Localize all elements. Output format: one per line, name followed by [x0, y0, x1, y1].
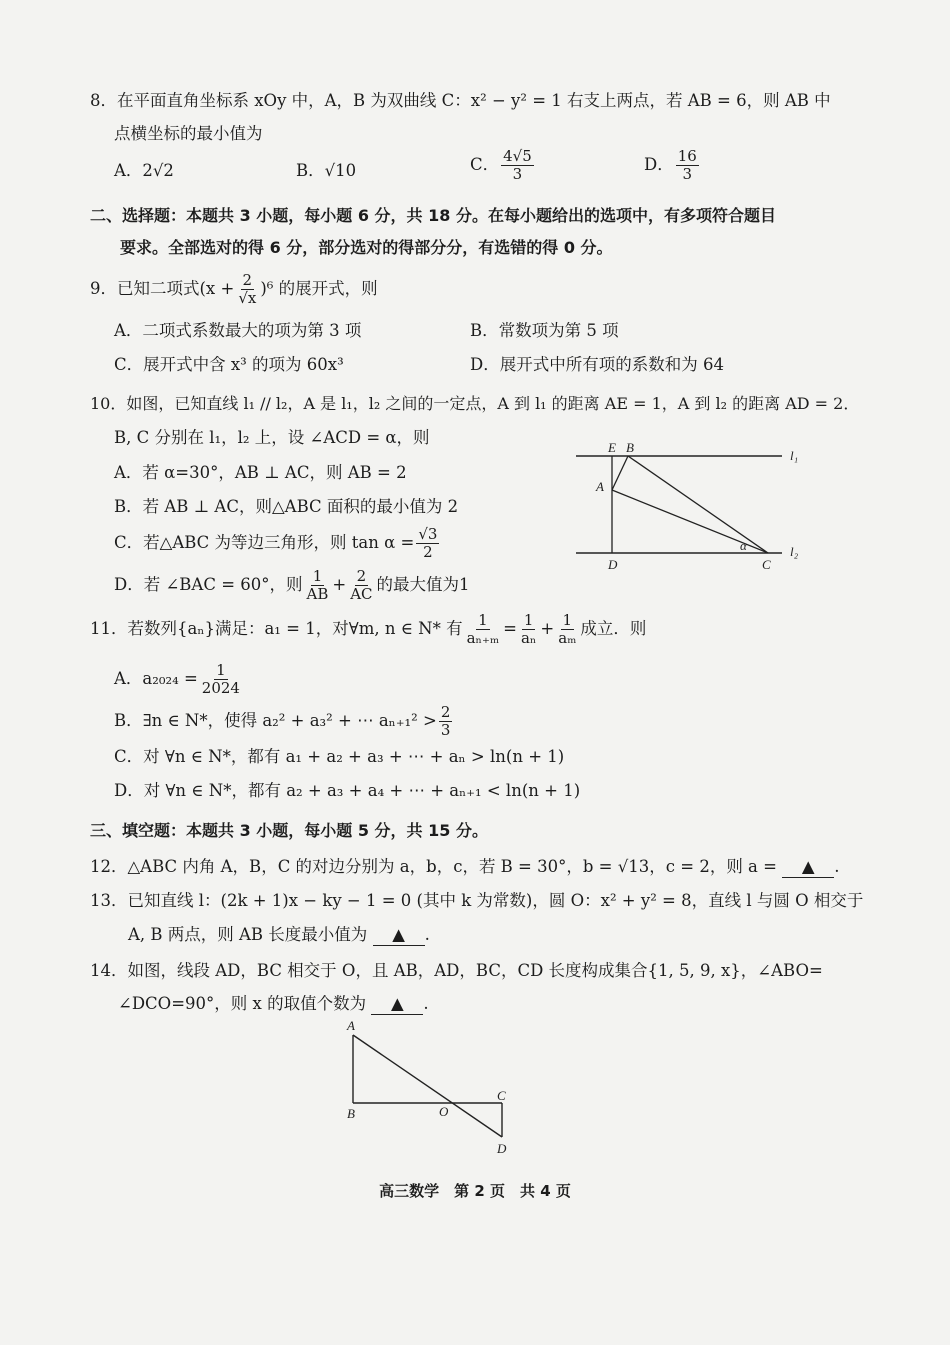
q13-line2: A, B 两点，则 AB 长度最小值为 ▲ . [128, 925, 430, 944]
q14-line1: 14．如图，线段 AD，BC 相交于 O，且 AB，AD，BC，CD 长度构成集合{1, 5, 9, x}，∠ABO= [90, 961, 823, 980]
q13-answer-blank[interactable]: ▲ [373, 925, 425, 946]
q9-option-c: C．展开式中含 x³ 的项为 60x³ [114, 355, 344, 374]
label-alpha: α [740, 538, 747, 553]
page-footer: 高三数学 第 2 页 共 4 页 [379, 1182, 571, 1200]
q11-option-d: D．对 ∀n ∈ N*，都有 a₂ + a₃ + a₄ + ⋯ + aₙ₊₁ < ln(n + 1) [114, 781, 581, 800]
section2-line1: 二、选择题：本题共 3 小题，每小题 6 分，共 18 分。在每小题给出的选项中，有多项符合题目 [90, 206, 776, 225]
section3-title: 三、填空题：本题共 3 小题，每小题 5 分，共 15 分。 [90, 821, 488, 840]
q9-option-b: B．常数项为第 5 项 [470, 321, 619, 340]
label-l2: l₂ [790, 544, 799, 559]
q11-option-a: A．a₂₀₂₄ = $\frac{1}{2024}$ [114, 661, 240, 697]
label-e: E [608, 440, 616, 455]
label-c: C [497, 1088, 506, 1103]
q10-option-d: D．若 ∠BAC = 60°，则 $\frac{1}{AB}$ + $\frac{2}{AC}$ 的最大值为1 [114, 567, 470, 603]
q8-option-c [470, 148, 536, 183]
q10-line1: 10．如图，已知直线 l₁ // l₂，A 是 l₁，l₂ 之间的一定点，A 到 l₁ 的距离 AE = 1，A 到 l₂ 的距离 AD = 2． [90, 394, 860, 413]
q11-option-b: B．∃n ∈ N*，使得 a₂² + a₃² + ⋯ aₙ₊₁² > $\frac{2}{3}$ [114, 703, 451, 739]
q14-answer-blank[interactable]: ▲ [371, 994, 423, 1015]
label-a: A [347, 1018, 355, 1033]
label-b: B [626, 440, 634, 455]
q10-option-c: C．若△ABC 为等边三角形，则 tan α = $\frac{√3}{2}$ [114, 525, 438, 561]
q10-figure [570, 438, 810, 574]
q10-option-b: B．若 AB ⊥ AC，则△ABC 面积的最小值为 2 [114, 497, 459, 516]
q10-line2: B, C 分别在 l₁，l₂ 上，设 ∠ACD = α，则 [114, 428, 430, 447]
q8-c-label: C． [470, 155, 500, 174]
q12-line: 12．△ABC 内角 A，B，C 的对边分别为 a，b，c，若 B = 30°，b = √13，c = 2，则 a = ▲ . [90, 857, 840, 876]
section2-line2: 要求。全部选对的得 6 分，部分选对的得部分分，有选错的得 0 分。 [120, 238, 613, 257]
q9-stem: 9．已知二项式(x + $\frac{2}{√x}$ )⁶ 的展开式，则 [90, 271, 378, 307]
label-l1: l₁ [790, 448, 799, 463]
q14-line2: ∠DCO=90°，则 x 的取值个数为 ▲ . [118, 994, 429, 1013]
q11-stem: 11．若数列{aₙ}满足：a₁ = 1，对∀m, n ∈ N* 有 $\frac{1}{\text{aₙ₊ₘ}}$ = $\frac{1}{\text{aₙ}}$ + $\frac{1}{\text{aₘ}}$ 成立．则 [90, 611, 647, 647]
label-d: D [608, 557, 618, 572]
q13-line1: 13．已知直线 l：(2k + 1)x − ky − 1 = 0 (其中 k 为常数)，圆 O：x² + y² = 8，直线 l 与圆 O 相交于 [90, 891, 864, 910]
q9-option-d: D．展开式中所有项的系数和为 64 [470, 355, 724, 374]
label-b: B [347, 1106, 355, 1121]
q10-option-a: A．若 α=30°，AB ⊥ AC，则 AB = 2 [114, 463, 407, 482]
label-o: O [439, 1104, 449, 1119]
q8-option-d [644, 148, 701, 183]
q9-option-a: A．二项式系数最大的项为第 3 项 [114, 321, 362, 340]
label-a: A [596, 479, 604, 494]
q11-option-c: C．对 ∀n ∈ N*，都有 a₁ + a₂ + a₃ + ⋯ + aₙ > ln(n + 1) [114, 747, 565, 766]
q14-figure [335, 1015, 525, 1160]
q8-line2: 点横坐标的最小值为 [114, 124, 263, 143]
q8-c-fraction: $\frac{4√5}{3}$ [503, 147, 532, 183]
q8-option-a: A．2√2 [114, 161, 174, 180]
q8-option-b: B．√10 [296, 161, 357, 180]
q8-d-fraction: $\frac{16}{3}$ [677, 147, 697, 183]
q12-answer-blank[interactable]: ▲ [782, 857, 834, 878]
q8-d-label: D． [644, 155, 674, 174]
q8-line1: 8．在平面直角坐标系 xOy 中，A，B 为双曲线 C：x² − y² = 1 右支上两点，若 AB = 6，则 AB 中 [90, 91, 831, 110]
segment-ad [353, 1035, 502, 1137]
label-c: C [762, 557, 771, 572]
label-d: D [497, 1141, 507, 1156]
segment-ab [612, 456, 628, 490]
